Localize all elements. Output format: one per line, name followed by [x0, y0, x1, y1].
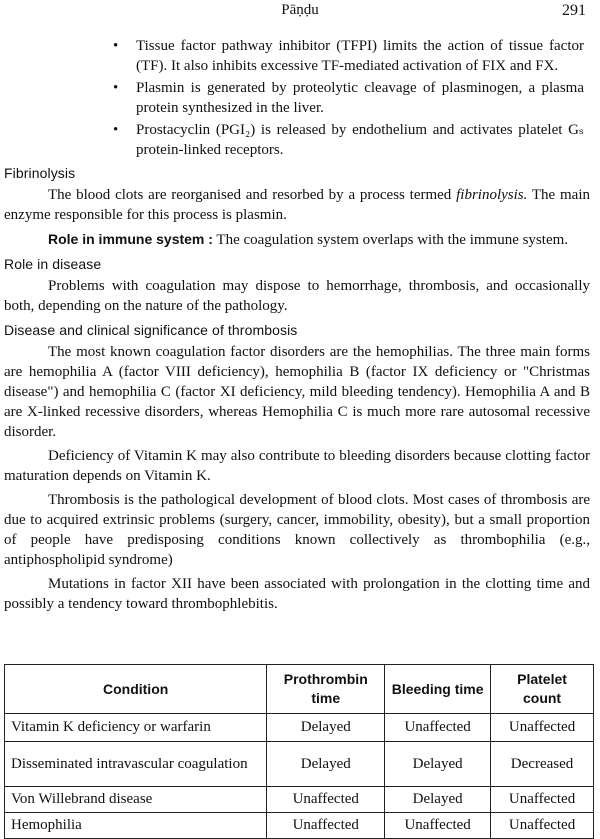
- cell-condition: Hemophilia: [5, 813, 267, 839]
- text-segment: The main enzyme responsible for this process is plasmin.: [4, 187, 590, 223]
- bullet-list: [4, 36, 596, 160]
- bullet-item: • Plasmin is generated by proteolytic cleavage of plasminogen, a plasma protein synthesized in the liver.: [136, 78, 584, 118]
- section-heading-disease: Role in disease: [4, 256, 102, 272]
- bullet-item: • Tissue factor pathway inhibitor (TFPI) limits the action of tissue factor (TF). It also inhibits excessive TF-mediated activation of FIX and FX.: [136, 36, 584, 76]
- cell-platelet: Decreased: [491, 742, 594, 787]
- paragraph-hemophilias: The most known coagulation factor disorders are the hemophilias. The three main forms are hemophilia A (factor VIII deficiency), hemophilia B (factor IX deficiency or "Christmas disease") and hemophilia C (factor XI deficiency, mild bleeding tendency). Hemophilia A and B are X-linked recessive disorders, whereas Hemophilia C is much more rare autosomal recessive disorder.: [4, 344, 590, 440]
- table-row: [5, 714, 594, 742]
- cell-platelet: Unaffected: [491, 787, 594, 813]
- paragraph-immune-system: [4, 229, 596, 250]
- cell-prothrombin: Delayed: [267, 742, 385, 787]
- cell-condition: Disseminated intravascular coagulation: [5, 742, 267, 787]
- running-title: Pāṇḍu: [281, 2, 319, 18]
- bullet-item: • Prostacyclin (PGI₂) is released by endothelium and activates platelet Gₛ protein-linked receptors.: [136, 120, 584, 160]
- table-header-row: [5, 665, 594, 714]
- cell-prothrombin: Delayed: [267, 714, 385, 742]
- section-heading-thrombosis: Disease and clinical significance of thrombosis: [4, 322, 298, 338]
- table-row: [5, 742, 594, 787]
- italic-term: fibrinolysis.: [456, 187, 528, 203]
- text-segment: The coagulation system overlaps with the immune system.: [212, 232, 569, 248]
- header-prothrombin-time: Prothrombin time: [267, 665, 385, 714]
- text-segment: The blood clots are reorganised and resorbed by a process termed: [48, 187, 457, 203]
- table-row: [5, 787, 594, 813]
- paragraph-vitamin-k: Deficiency of Vitamin K may also contribute to bleeding disorders because clotting factor maturation depends on Vitamin K.: [4, 448, 590, 484]
- cell-platelet: Unaffected: [491, 714, 594, 742]
- page-number: 291: [562, 2, 586, 19]
- paragraph-disease: Problems with coagulation may dispose to hemorrhage, thrombosis, and occasionally both, depending on the nature of the pathology.: [4, 278, 590, 314]
- section-heading-fibrinolysis: Fibrinolysis: [4, 165, 76, 181]
- cell-prothrombin: Unaffected: [267, 787, 385, 813]
- cell-condition: Von Willebrand disease: [5, 787, 267, 813]
- cell-platelet: Unaffected: [491, 813, 594, 839]
- running-header: [0, 2, 600, 24]
- inline-heading-immune: Role in immune system :: [48, 231, 213, 247]
- cell-bleeding: Delayed: [385, 742, 491, 787]
- paragraph-thrombosis: Thrombosis is the pathological development of blood clots. Most cases of thrombosis are due to acquired extrinsic problems (surgery, cancer, immobility, obesity), but a small proportion of people have predisposing conditions known collectively as thrombophilia (e.g., antiphospholipid syndrome): [4, 492, 590, 568]
- paragraph-fibrinolysis: [4, 185, 596, 225]
- cell-condition: Vitamin K deficiency or warfarin: [5, 714, 267, 742]
- page-body: [4, 36, 596, 618]
- paragraph-factor-xii: Mutations in factor XII have been associated with prolongation in the clotting time and possibly a tendency toward thrombophlebitis.: [4, 576, 590, 612]
- header-bleeding-time: Bleeding time: [385, 665, 491, 714]
- cell-bleeding: Unaffected: [385, 813, 491, 839]
- cell-prothrombin: Unaffected: [267, 813, 385, 839]
- cell-bleeding: Unaffected: [385, 714, 491, 742]
- header-condition: Condition: [5, 665, 267, 714]
- coagulation-table: [4, 664, 594, 839]
- cell-bleeding: Delayed: [385, 787, 491, 813]
- header-platelet-count: Platelet count: [491, 665, 594, 714]
- table-row: [5, 813, 594, 839]
